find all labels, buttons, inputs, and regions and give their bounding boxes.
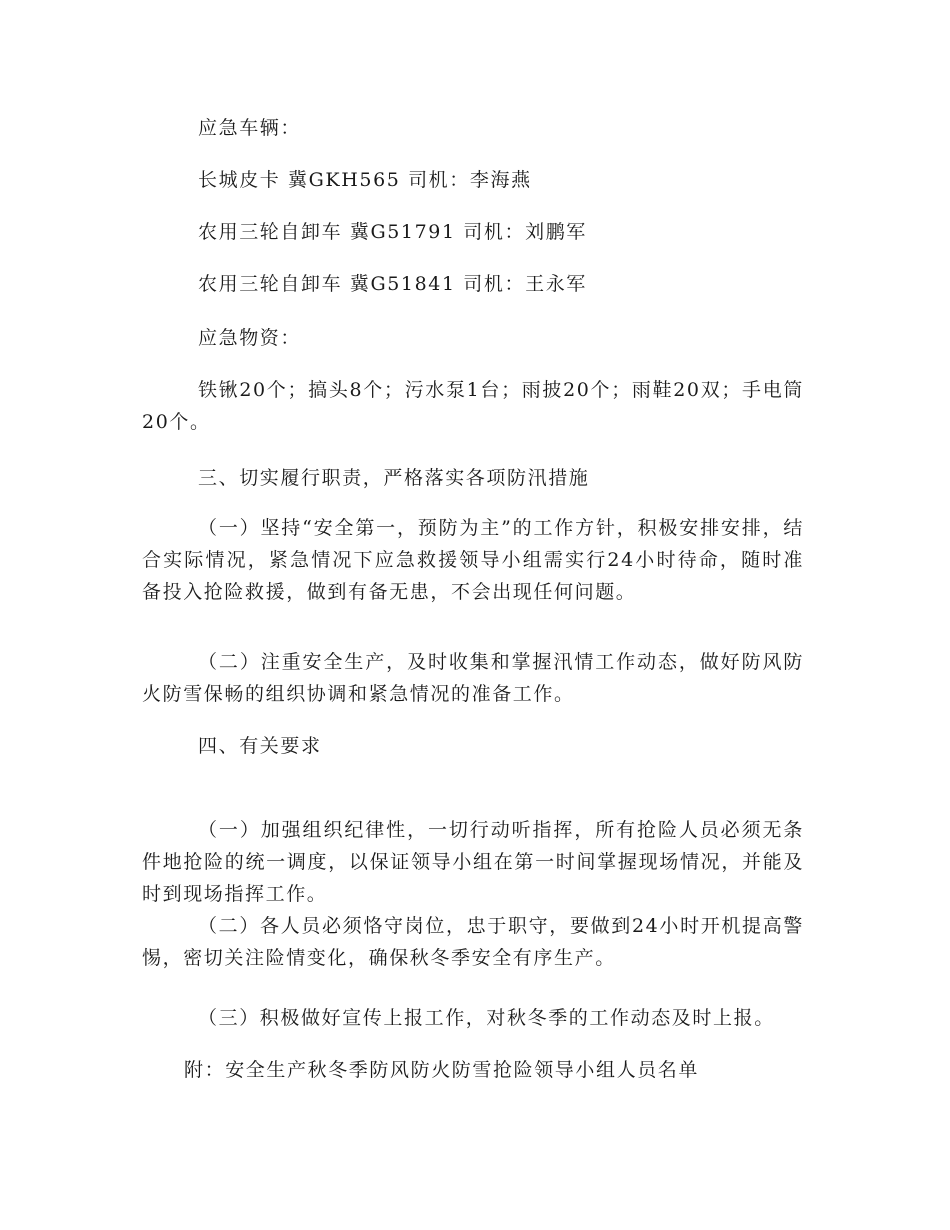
section-4-paragraph-1: （一）加强组织纪律性，一切行动听指挥，所有抢险人员必须无条件地抢险的统一调度，以保证领导小组在第一时间掌握现场情况，并能及时到现场指挥工作。 [142, 819, 804, 905]
attachment-note: 附：安全生产秋冬季防风防火防雪抢险领导小组人员名单 [184, 1059, 700, 1081]
section-4-paragraph-2: （二）各人员必须恪守岗位，忠于职守，要做到24小时开机提高警惕，密切关注险情变化，确保秋冬季安全有序生产。 [142, 915, 804, 969]
materials-heading: 应急物资： [198, 327, 302, 349]
vehicle-item: 农用三轮自卸车 冀G51841 司机：王永军 [198, 273, 587, 295]
vehicle-item: 长城皮卡 冀GKH565 司机：李海燕 [198, 169, 532, 191]
materials-list-paragraph: 铁锹20个；搞头8个；污水泵1台；雨披20个；雨鞋20双；手电筒20个。 [142, 379, 804, 433]
vehicle-item: 农用三轮自卸车 冀G51791 司机：刘鹏军 [198, 221, 587, 243]
section-3-paragraph-2: （二）注重安全生产，及时收集和掌握汛情工作动态，做好防风防火防雪保畅的组织协调和紧急情况的准备工作。 [142, 651, 804, 705]
section-4-paragraph-3: （三）积极做好宣传上报工作，对秋冬季的工作动态及时上报。 [198, 1007, 775, 1029]
section-4-title: 四、有关要求 [198, 735, 322, 757]
section-3-paragraph-1: （一）坚持“安全第一，预防为主”的工作方针，积极安排安排，结合实际情况，紧急情况下应急救援领导小组需实行24小时待命，随时准备投入抢险救援，做到有备无患，不会出现任何问题。 [142, 517, 804, 603]
vehicles-heading: 应急车辆： [198, 117, 302, 139]
section-3-title: 三、切实履行职责，严格落实各项防汛措施 [198, 467, 590, 489]
